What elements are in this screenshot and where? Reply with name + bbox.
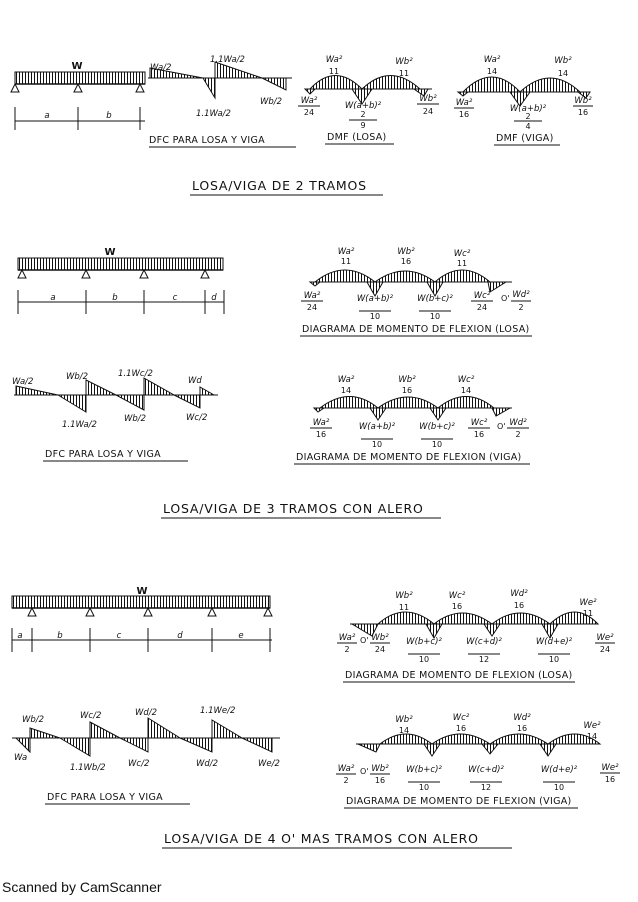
dmf-caption: DIAGRAMA DE MOMENTO DE FLEXION (VIGA) — [346, 796, 572, 807]
moment-label: 2 — [344, 645, 350, 654]
span-label: a — [44, 111, 50, 121]
moment-label: O' — [501, 294, 510, 303]
moment-label: W(c+d)² — [466, 637, 502, 647]
support-icon — [140, 270, 148, 278]
moment-label: 10 — [369, 312, 381, 321]
moment-label: 10 — [371, 440, 383, 449]
moment-label: W(b+c)² — [419, 422, 455, 432]
moment-label: We² — [579, 598, 597, 608]
moment-label: 10 — [431, 440, 443, 449]
load-label: W — [71, 61, 83, 72]
moment-label: Wc² — [470, 418, 488, 428]
section-title: LOSA/VIGA DE 3 TRAMOS CON ALERO — [163, 501, 424, 516]
shear-label: 1.1Wa/2 — [210, 55, 245, 65]
shear-label: 1.1Wc/2 — [118, 369, 153, 379]
moment-label: W(b+c)² — [406, 765, 442, 775]
moment-label: 14 — [398, 726, 410, 735]
span-label: b — [106, 111, 112, 121]
moment-label: 14 — [460, 386, 472, 395]
shear-label: Wb/2 — [260, 97, 283, 107]
shear-diagram-four-spans — [12, 706, 280, 804]
shear-label: Wc/2 — [186, 413, 208, 423]
dfc-caption: DFC PARA LOSA Y VIGA — [45, 449, 161, 460]
support-icon — [136, 84, 144, 92]
shear-label: Wd/2 — [135, 708, 158, 718]
support-icon — [82, 270, 90, 278]
shear-label: Wb/2 — [22, 715, 45, 725]
support-icon — [28, 608, 36, 616]
moment-label: O' — [360, 767, 369, 776]
shear-label: Wd — [188, 376, 202, 386]
moment-label: Wb² — [419, 94, 437, 104]
moment-label: Wa² — [325, 55, 343, 65]
shear-label: 1.1We/2 — [200, 706, 236, 716]
shear-label: Wb/2 — [124, 414, 147, 424]
shear-label: Wa/2 — [12, 377, 34, 387]
shear-label: Wa — [14, 753, 28, 763]
moment-label: W(a+b)² — [509, 104, 547, 114]
moment-label: Wd² — [509, 418, 527, 428]
moment-label: W(d+e)² — [540, 765, 578, 775]
support-icon — [144, 608, 152, 616]
dmf-caption: DMF (VIGA) — [496, 133, 554, 144]
moment-label: O' — [497, 422, 506, 431]
moment-label: Wa² — [300, 96, 318, 106]
moment-label: Wb² — [574, 96, 592, 106]
moment-label: 11 — [328, 67, 340, 76]
beam-four-spans — [12, 586, 272, 652]
section-two-spans — [11, 55, 593, 195]
moment-label: W(d+e)² — [535, 637, 573, 647]
dmf-caption: DIAGRAMA DE MOMENTO DE FLEXION (LOSA) — [302, 324, 530, 335]
span-label: b — [57, 631, 63, 641]
moment-label: Wb² — [554, 56, 572, 66]
moment-label: W(b+c)² — [406, 637, 442, 647]
moment-label: W(a+b)² — [358, 422, 396, 432]
load-label: W — [136, 586, 148, 597]
section-four-spans — [12, 586, 620, 848]
moment-label: 16 — [458, 110, 470, 119]
moment-label: Wb² — [395, 715, 413, 725]
moment-label: 10 — [548, 655, 560, 664]
moment-label: W(b+c)² — [417, 294, 453, 304]
moment-diagram-slab-four-spans — [337, 589, 615, 682]
moment-label: Wd² — [512, 290, 530, 300]
moment-label: 24 — [303, 108, 315, 117]
scanner-watermark: Scanned by CamScanner — [2, 879, 162, 895]
moment-label: 2 — [343, 776, 349, 785]
moment-label: Wa² — [337, 375, 355, 385]
moment-label: 9 — [360, 121, 366, 130]
shear-label: We/2 — [258, 759, 280, 769]
section-three-spans — [12, 247, 532, 518]
shear-label: Wb/2 — [66, 372, 89, 382]
moment-label: 4 — [525, 122, 531, 131]
support-icon — [264, 608, 272, 616]
beam-two-spans — [11, 61, 145, 130]
moment-label: 12 — [480, 783, 492, 792]
moment-label: Wb² — [395, 591, 413, 601]
shear-label: Wa/2 — [150, 63, 172, 73]
moment-label: We² — [583, 721, 601, 731]
span-label: d — [177, 631, 183, 641]
moment-label: 16 — [473, 430, 485, 439]
moment-label: 10 — [418, 655, 430, 664]
beam-three-spans — [18, 247, 224, 314]
moment-label: 16 — [374, 776, 386, 785]
moment-label: 10 — [553, 783, 565, 792]
moment-label: 14 — [557, 69, 569, 78]
span-label: d — [211, 293, 217, 303]
moment-label: 11 — [582, 609, 594, 618]
shear-label: Wc/2 — [128, 759, 150, 769]
moment-label: Wc² — [473, 291, 491, 301]
shear-label: Wc/2 — [80, 711, 102, 721]
moment-label: 16 — [400, 257, 412, 266]
moment-diagram-beam-three-spans — [294, 375, 530, 464]
span-label: a — [50, 293, 56, 303]
moment-label: Wb² — [371, 764, 389, 774]
moment-label: 16 — [451, 602, 463, 611]
moment-label: O' — [360, 636, 369, 645]
moment-label: Wc² — [457, 375, 475, 385]
moment-label: We² — [601, 763, 619, 773]
moment-label: W(a+b)² — [344, 101, 382, 111]
moment-diagram-slab-two-spans — [298, 55, 439, 144]
moment-diagram-beam-four-spans — [336, 713, 620, 808]
support-icon — [11, 84, 19, 92]
moment-label: 2 — [525, 112, 531, 121]
moment-label: 10 — [418, 783, 430, 792]
dmf-caption: DMF (LOSA) — [327, 132, 387, 143]
shear-label: 1.1Wb/2 — [70, 763, 106, 773]
shear-label: 1.1Wa/2 — [62, 420, 97, 430]
moment-label: 14 — [486, 67, 498, 76]
dfc-caption: DFC PARA LOSA Y VIGA — [149, 135, 265, 146]
load-label: W — [104, 247, 116, 258]
support-icon — [74, 84, 82, 92]
moment-label: Wa² — [338, 633, 356, 643]
moment-label: W(a+b)² — [356, 294, 394, 304]
moment-label: Wa² — [337, 764, 355, 774]
moment-label: 14 — [586, 732, 598, 741]
moment-label: 14 — [340, 386, 352, 395]
section-title: LOSA/VIGA DE 4 O' MAS TRAMOS CON ALERO — [164, 831, 479, 846]
shear-label: 1.1Wa/2 — [196, 109, 231, 119]
span-label: e — [238, 631, 244, 641]
moment-label: Wb² — [395, 57, 413, 67]
moment-label: Wb² — [397, 247, 415, 257]
moment-label: 12 — [478, 655, 490, 664]
moment-label: 16 — [577, 108, 589, 117]
moment-label: W(c+d)² — [468, 765, 504, 775]
moment-label: 2 — [360, 110, 366, 119]
moment-label: Wa² — [312, 418, 330, 428]
moment-label: Wd² — [513, 713, 531, 723]
moment-label: 24 — [476, 303, 488, 312]
moment-label: 11 — [398, 603, 410, 612]
moment-label: Wa² — [483, 55, 501, 65]
shear-diagram-two-spans — [148, 55, 296, 147]
moment-label: Wc² — [452, 713, 470, 723]
span-label: a — [17, 631, 23, 641]
dmf-caption: DIAGRAMA DE MOMENTO DE FLEXION (VIGA) — [296, 452, 522, 463]
moment-label: Wc² — [448, 591, 466, 601]
span-label: b — [112, 293, 118, 303]
support-icon — [18, 270, 26, 278]
moment-label: Wc² — [453, 249, 471, 259]
moment-label: 2 — [518, 303, 524, 312]
moment-label: 10 — [429, 312, 441, 321]
shear-diagram-three-spans — [12, 369, 218, 461]
moment-label: 24 — [374, 645, 386, 654]
moment-diagram-slab-three-spans — [300, 247, 532, 336]
moment-label: Wb² — [398, 375, 416, 385]
moment-label: Wa² — [303, 291, 321, 301]
span-label: c — [116, 631, 122, 641]
moment-label: Wb² — [371, 633, 389, 643]
moment-label: 24 — [599, 645, 611, 654]
shear-label: Wd/2 — [196, 759, 219, 769]
moment-label: 16 — [315, 430, 327, 439]
moment-label: 11 — [398, 69, 410, 78]
dfc-caption: DFC PARA LOSA Y VIGA — [47, 792, 163, 803]
support-icon — [208, 608, 216, 616]
moment-label: 11 — [456, 259, 468, 268]
moment-label: Wa² — [337, 247, 355, 257]
moment-label: 24 — [422, 107, 434, 116]
moment-label: We² — [596, 633, 614, 643]
support-icon — [201, 270, 209, 278]
moment-label: 16 — [604, 775, 616, 784]
moment-diagram-beam-two-spans — [454, 55, 593, 145]
section-title: LOSA/VIGA DE 2 TRAMOS — [192, 178, 367, 193]
dmf-caption: DIAGRAMA DE MOMENTO DE FLEXION (LOSA) — [345, 670, 573, 681]
moment-label: 2 — [515, 430, 521, 439]
moment-label: 16 — [513, 601, 525, 610]
moment-label: 16 — [401, 386, 413, 395]
moment-label: Wd² — [510, 589, 528, 599]
support-icon — [86, 608, 94, 616]
moment-label: 24 — [306, 303, 318, 312]
moment-label: Wa² — [455, 98, 473, 108]
moment-label: 16 — [455, 724, 467, 733]
moment-label: 16 — [516, 724, 528, 733]
moment-label: 11 — [340, 257, 352, 266]
span-label: c — [172, 293, 178, 303]
